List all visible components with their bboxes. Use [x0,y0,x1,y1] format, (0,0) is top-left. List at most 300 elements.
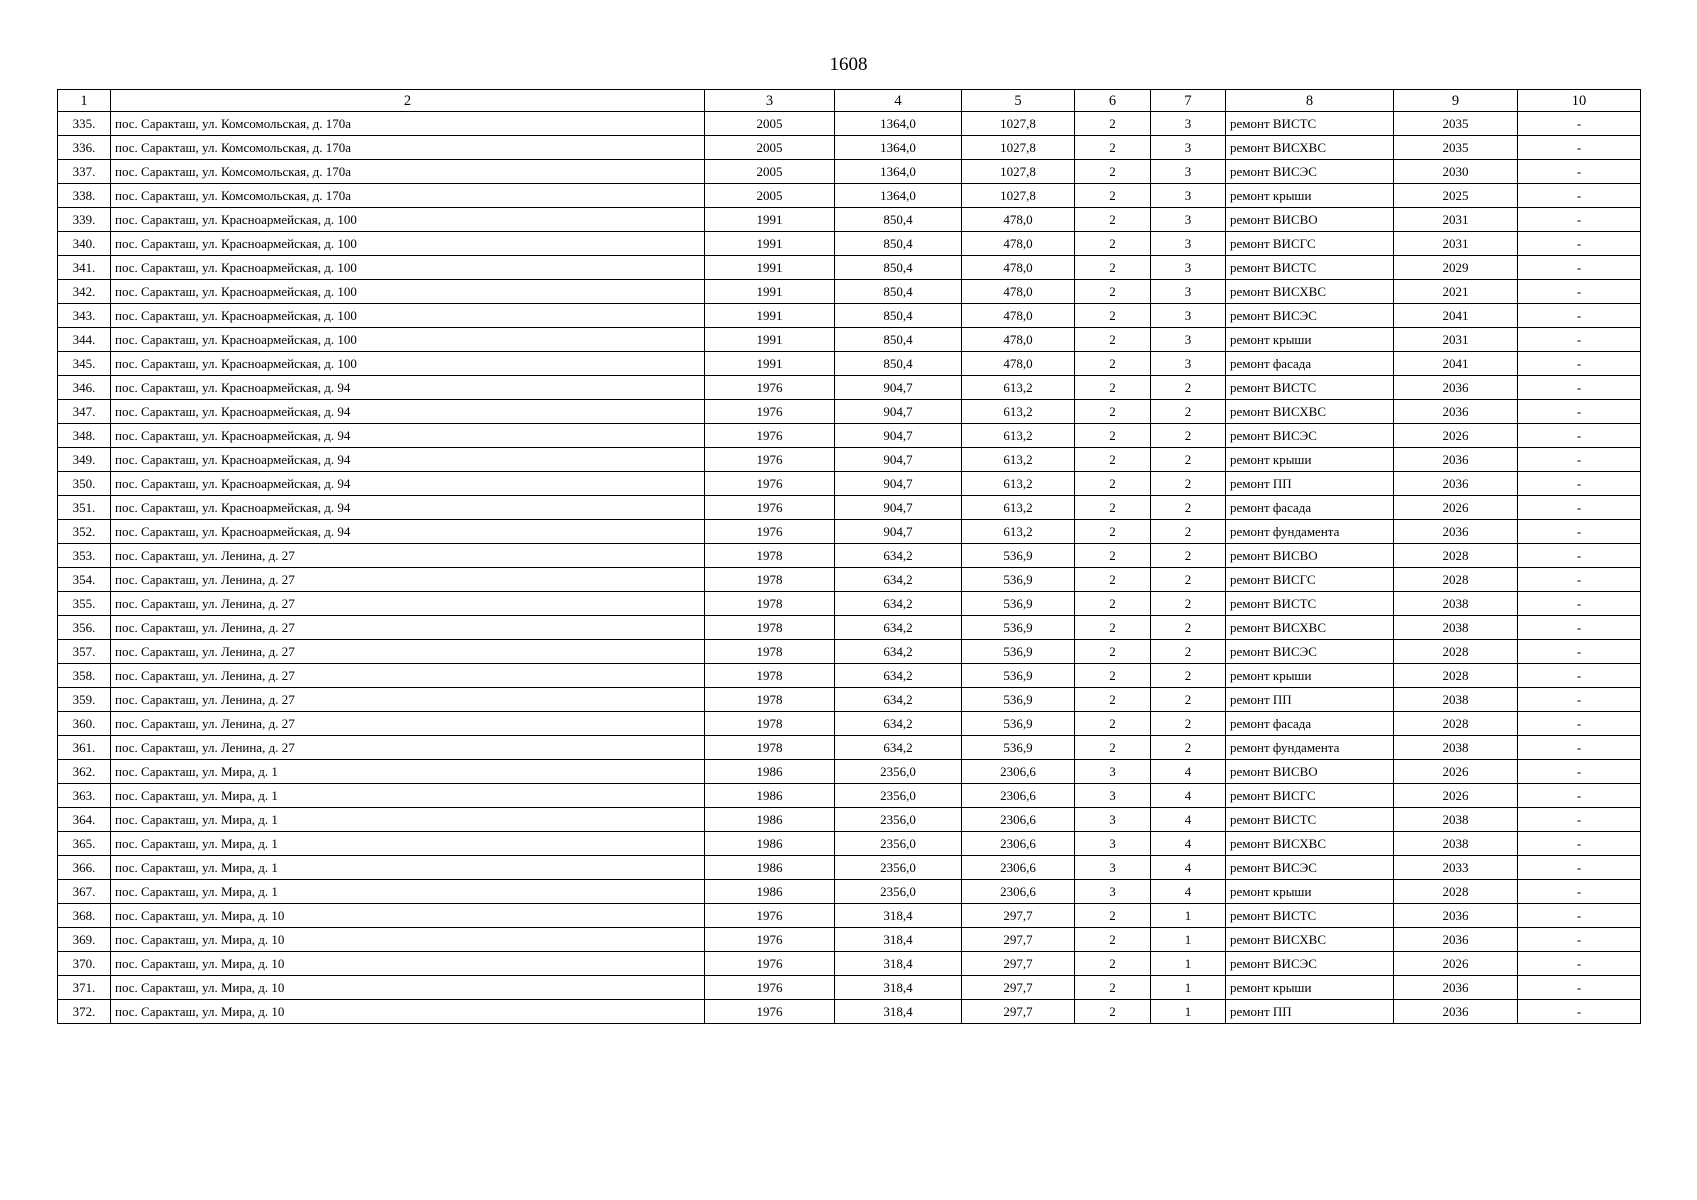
cell-work-type: ремонт фундамента [1226,736,1394,760]
cell-year-built: 1991 [705,304,835,328]
cell-note: - [1518,760,1641,784]
cell-year-built: 1991 [705,256,835,280]
cell-work-type: ремонт ВИСХВС [1226,280,1394,304]
cell-note: - [1518,712,1641,736]
cell-planned-year: 2029 [1394,256,1518,280]
column-header: 7 [1151,90,1226,112]
cell-year-built: 1976 [705,472,835,496]
cell-planned-year: 2036 [1394,400,1518,424]
table-row [58,400,1641,424]
cell-planned-year: 2025 [1394,184,1518,208]
cell-living-area: 478,0 [962,256,1075,280]
cell-floors: 2 [1075,904,1151,928]
cell-work-type: ремонт крыши [1226,880,1394,904]
table-row [58,736,1641,760]
cell-row-number: 346. [58,376,111,400]
cell-work-type: ремонт ВИСВО [1226,760,1394,784]
repair-register-table [57,89,1641,1024]
cell-work-type: ремонт фасада [1226,712,1394,736]
column-header: 8 [1226,90,1394,112]
cell-entrances: 3 [1151,232,1226,256]
cell-planned-year: 2038 [1394,616,1518,640]
table-row [58,1000,1641,1024]
cell-address: пос. Саракташ, ул. Красноармейская, д. 94 [111,472,705,496]
cell-total-area: 634,2 [835,712,962,736]
cell-row-number: 343. [58,304,111,328]
cell-year-built: 2005 [705,160,835,184]
cell-work-type: ремонт ВИСХВС [1226,136,1394,160]
cell-entrances: 2 [1151,712,1226,736]
cell-address: пос. Саракташ, ул. Ленина, д. 27 [111,544,705,568]
cell-year-built: 2005 [705,184,835,208]
cell-entrances: 2 [1151,472,1226,496]
table-row [58,376,1641,400]
cell-total-area: 850,4 [835,304,962,328]
cell-floors: 2 [1075,328,1151,352]
cell-entrances: 3 [1151,208,1226,232]
cell-floors: 2 [1075,664,1151,688]
cell-entrances: 2 [1151,568,1226,592]
cell-living-area: 297,7 [962,928,1075,952]
cell-address: пос. Саракташ, ул. Красноармейская, д. 94 [111,448,705,472]
table-row [58,640,1641,664]
cell-note: - [1518,184,1641,208]
cell-living-area: 1027,8 [962,160,1075,184]
cell-year-built: 1976 [705,448,835,472]
cell-work-type: ремонт ВИСГС [1226,232,1394,256]
cell-address: пос. Саракташ, ул. Мира, д. 10 [111,904,705,928]
cell-entrances: 2 [1151,448,1226,472]
cell-work-type: ремонт крыши [1226,328,1394,352]
cell-total-area: 904,7 [835,472,962,496]
cell-total-area: 2356,0 [835,784,962,808]
cell-address: пос. Саракташ, ул. Ленина, д. 27 [111,592,705,616]
cell-work-type: ремонт фундамента [1226,520,1394,544]
cell-planned-year: 2035 [1394,136,1518,160]
cell-living-area: 1027,8 [962,112,1075,136]
cell-year-built: 1978 [705,712,835,736]
cell-floors: 2 [1075,304,1151,328]
cell-address: пос. Саракташ, ул. Мира, д. 10 [111,1000,705,1024]
cell-living-area: 536,9 [962,616,1075,640]
table-row [58,952,1641,976]
cell-year-built: 1976 [705,520,835,544]
cell-year-built: 1976 [705,1000,835,1024]
cell-planned-year: 2036 [1394,472,1518,496]
cell-work-type: ремонт крыши [1226,448,1394,472]
cell-living-area: 297,7 [962,976,1075,1000]
cell-planned-year: 2028 [1394,640,1518,664]
cell-note: - [1518,808,1641,832]
table-row [58,424,1641,448]
cell-row-number: 354. [58,568,111,592]
cell-total-area: 850,4 [835,232,962,256]
cell-living-area: 478,0 [962,352,1075,376]
cell-entrances: 2 [1151,664,1226,688]
table-row [58,280,1641,304]
cell-entrances: 4 [1151,784,1226,808]
cell-year-built: 1986 [705,760,835,784]
cell-planned-year: 2038 [1394,736,1518,760]
cell-planned-year: 2036 [1394,448,1518,472]
table-row [58,664,1641,688]
cell-entrances: 1 [1151,904,1226,928]
cell-work-type: ремонт ВИСТС [1226,256,1394,280]
cell-note: - [1518,616,1641,640]
cell-living-area: 536,9 [962,712,1075,736]
cell-row-number: 359. [58,688,111,712]
cell-year-built: 1976 [705,376,835,400]
cell-entrances: 4 [1151,832,1226,856]
cell-planned-year: 2036 [1394,976,1518,1000]
cell-entrances: 3 [1151,328,1226,352]
column-header: 9 [1394,90,1518,112]
table-row [58,928,1641,952]
cell-floors: 3 [1075,760,1151,784]
cell-total-area: 904,7 [835,376,962,400]
cell-row-number: 369. [58,928,111,952]
cell-floors: 2 [1075,256,1151,280]
cell-address: пос. Саракташ, ул. Мира, д. 1 [111,856,705,880]
cell-entrances: 2 [1151,496,1226,520]
cell-floors: 2 [1075,1000,1151,1024]
table-row [58,712,1641,736]
cell-row-number: 364. [58,808,111,832]
cell-address: пос. Саракташ, ул. Мира, д. 1 [111,832,705,856]
table-row [58,904,1641,928]
page-number: 1608 [829,54,868,75]
cell-total-area: 850,4 [835,208,962,232]
cell-floors: 2 [1075,376,1151,400]
table-row [58,208,1641,232]
cell-living-area: 1027,8 [962,136,1075,160]
cell-note: - [1518,232,1641,256]
cell-floors: 2 [1075,472,1151,496]
cell-total-area: 318,4 [835,928,962,952]
cell-floors: 2 [1075,976,1151,1000]
table-row [58,112,1641,136]
cell-work-type: ремонт ВИСЭС [1226,304,1394,328]
cell-total-area: 2356,0 [835,880,962,904]
cell-work-type: ремонт ВИСТС [1226,592,1394,616]
cell-row-number: 352. [58,520,111,544]
cell-address: пос. Саракташ, ул. Комсомольская, д. 170а [111,184,705,208]
table-row [58,976,1641,1000]
cell-work-type: ремонт ВИСЭС [1226,952,1394,976]
cell-total-area: 318,4 [835,904,962,928]
cell-note: - [1518,208,1641,232]
cell-year-built: 2005 [705,112,835,136]
cell-living-area: 536,9 [962,640,1075,664]
cell-planned-year: 2026 [1394,496,1518,520]
cell-entrances: 1 [1151,1000,1226,1024]
cell-year-built: 1976 [705,424,835,448]
cell-living-area: 478,0 [962,208,1075,232]
cell-address: пос. Саракташ, ул. Красноармейская, д. 94 [111,424,705,448]
cell-living-area: 2306,6 [962,808,1075,832]
cell-planned-year: 2028 [1394,880,1518,904]
cell-year-built: 1978 [705,568,835,592]
cell-planned-year: 2036 [1394,1000,1518,1024]
cell-year-built: 1978 [705,688,835,712]
cell-planned-year: 2026 [1394,784,1518,808]
cell-entrances: 2 [1151,640,1226,664]
cell-work-type: ремонт ВИСВО [1226,544,1394,568]
cell-entrances: 2 [1151,544,1226,568]
cell-total-area: 318,4 [835,976,962,1000]
cell-year-built: 1991 [705,280,835,304]
cell-floors: 2 [1075,640,1151,664]
cell-entrances: 3 [1151,256,1226,280]
cell-floors: 2 [1075,112,1151,136]
cell-address: пос. Саракташ, ул. Мира, д. 1 [111,880,705,904]
cell-work-type: ремонт ВИСТС [1226,376,1394,400]
cell-total-area: 634,2 [835,592,962,616]
cell-work-type: ремонт ПП [1226,472,1394,496]
cell-row-number: 367. [58,880,111,904]
cell-work-type: ремонт ВИСЭС [1226,640,1394,664]
cell-floors: 2 [1075,736,1151,760]
cell-work-type: ремонт фасада [1226,496,1394,520]
cell-work-type: ремонт ПП [1226,1000,1394,1024]
cell-floors: 3 [1075,856,1151,880]
cell-address: пос. Саракташ, ул. Мира, д. 10 [111,952,705,976]
cell-work-type: ремонт ВИСГС [1226,784,1394,808]
cell-floors: 2 [1075,280,1151,304]
table-row [58,808,1641,832]
cell-year-built: 1978 [705,664,835,688]
cell-address: пос. Саракташ, ул. Красноармейская, д. 100 [111,232,705,256]
cell-work-type: ремонт крыши [1226,184,1394,208]
cell-floors: 2 [1075,616,1151,640]
cell-living-area: 478,0 [962,280,1075,304]
cell-entrances: 2 [1151,592,1226,616]
cell-planned-year: 2038 [1394,832,1518,856]
cell-living-area: 613,2 [962,520,1075,544]
cell-floors: 2 [1075,520,1151,544]
cell-planned-year: 2033 [1394,856,1518,880]
table-row [58,496,1641,520]
cell-living-area: 2306,6 [962,856,1075,880]
cell-planned-year: 2026 [1394,952,1518,976]
cell-row-number: 357. [58,640,111,664]
cell-note: - [1518,160,1641,184]
cell-row-number: 340. [58,232,111,256]
cell-address: пос. Саракташ, ул. Комсомольская, д. 170а [111,160,705,184]
cell-year-built: 1991 [705,208,835,232]
cell-living-area: 536,9 [962,568,1075,592]
cell-work-type: ремонт фасада [1226,352,1394,376]
cell-row-number: 349. [58,448,111,472]
column-header: 5 [962,90,1075,112]
cell-planned-year: 2038 [1394,808,1518,832]
cell-row-number: 347. [58,400,111,424]
cell-note: - [1518,856,1641,880]
cell-floors: 2 [1075,424,1151,448]
cell-year-built: 1986 [705,856,835,880]
cell-year-built: 1986 [705,784,835,808]
cell-note: - [1518,352,1641,376]
cell-note: - [1518,1000,1641,1024]
cell-floors: 2 [1075,592,1151,616]
cell-note: - [1518,376,1641,400]
cell-total-area: 904,7 [835,400,962,424]
cell-entrances: 4 [1151,880,1226,904]
cell-work-type: ремонт ВИСХВС [1226,832,1394,856]
cell-floors: 3 [1075,808,1151,832]
cell-living-area: 613,2 [962,472,1075,496]
cell-total-area: 634,2 [835,640,962,664]
table-row [58,136,1641,160]
cell-work-type: ремонт крыши [1226,976,1394,1000]
cell-living-area: 2306,6 [962,832,1075,856]
cell-row-number: 341. [58,256,111,280]
column-header: 1 [58,90,111,112]
cell-row-number: 358. [58,664,111,688]
cell-planned-year: 2041 [1394,304,1518,328]
cell-note: - [1518,304,1641,328]
cell-living-area: 613,2 [962,376,1075,400]
cell-note: - [1518,136,1641,160]
cell-planned-year: 2036 [1394,928,1518,952]
cell-work-type: ремонт ВИСХВС [1226,616,1394,640]
cell-year-built: 1978 [705,592,835,616]
cell-total-area: 1364,0 [835,136,962,160]
cell-planned-year: 2028 [1394,712,1518,736]
cell-work-type: ремонт ВИСТС [1226,112,1394,136]
cell-row-number: 370. [58,952,111,976]
cell-planned-year: 2031 [1394,232,1518,256]
cell-row-number: 361. [58,736,111,760]
cell-address: пос. Саракташ, ул. Мира, д. 1 [111,760,705,784]
cell-living-area: 478,0 [962,328,1075,352]
cell-address: пос. Саракташ, ул. Ленина, д. 27 [111,736,705,760]
cell-note: - [1518,256,1641,280]
cell-row-number: 342. [58,280,111,304]
cell-living-area: 297,7 [962,904,1075,928]
cell-planned-year: 2028 [1394,544,1518,568]
cell-year-built: 1986 [705,832,835,856]
cell-note: - [1518,112,1641,136]
table-row [58,328,1641,352]
cell-total-area: 850,4 [835,352,962,376]
cell-note: - [1518,928,1641,952]
cell-year-built: 1978 [705,544,835,568]
cell-row-number: 351. [58,496,111,520]
cell-entrances: 2 [1151,376,1226,400]
cell-floors: 2 [1075,928,1151,952]
cell-year-built: 1978 [705,640,835,664]
cell-entrances: 2 [1151,520,1226,544]
cell-row-number: 345. [58,352,111,376]
cell-living-area: 536,9 [962,688,1075,712]
cell-note: - [1518,280,1641,304]
cell-entrances: 2 [1151,616,1226,640]
cell-address: пос. Саракташ, ул. Мира, д. 1 [111,808,705,832]
cell-note: - [1518,784,1641,808]
cell-note: - [1518,976,1641,1000]
cell-planned-year: 2036 [1394,904,1518,928]
table-row [58,856,1641,880]
cell-work-type: ремонт ВИСХВС [1226,928,1394,952]
cell-address: пос. Саракташ, ул. Ленина, д. 27 [111,640,705,664]
cell-living-area: 478,0 [962,232,1075,256]
cell-total-area: 850,4 [835,328,962,352]
cell-work-type: ремонт ВИСЭС [1226,424,1394,448]
cell-floors: 2 [1075,136,1151,160]
cell-entrances: 3 [1151,304,1226,328]
cell-note: - [1518,544,1641,568]
cell-total-area: 2356,0 [835,856,962,880]
cell-row-number: 344. [58,328,111,352]
cell-planned-year: 2028 [1394,568,1518,592]
cell-planned-year: 2038 [1394,592,1518,616]
cell-row-number: 356. [58,616,111,640]
cell-living-area: 2306,6 [962,760,1075,784]
table-row [58,616,1641,640]
table-row [58,232,1641,256]
cell-note: - [1518,328,1641,352]
cell-living-area: 2306,6 [962,880,1075,904]
cell-year-built: 1986 [705,880,835,904]
cell-planned-year: 2026 [1394,760,1518,784]
cell-row-number: 366. [58,856,111,880]
column-header: 2 [111,90,705,112]
cell-work-type: ремонт ВИСЭС [1226,856,1394,880]
cell-row-number: 336. [58,136,111,160]
cell-address: пос. Саракташ, ул. Мира, д. 10 [111,928,705,952]
cell-address: пос. Саракташ, ул. Красноармейская, д. 100 [111,280,705,304]
cell-year-built: 1978 [705,736,835,760]
cell-floors: 2 [1075,952,1151,976]
cell-total-area: 904,7 [835,448,962,472]
table-row [58,784,1641,808]
cell-work-type: ремонт ВИСХВС [1226,400,1394,424]
cell-entrances: 2 [1151,400,1226,424]
column-header: 4 [835,90,962,112]
cell-note: - [1518,640,1641,664]
cell-total-area: 634,2 [835,544,962,568]
cell-work-type: ремонт ВИСТС [1226,808,1394,832]
cell-work-type: ремонт крыши [1226,664,1394,688]
cell-row-number: 360. [58,712,111,736]
cell-row-number: 372. [58,1000,111,1024]
cell-row-number: 353. [58,544,111,568]
column-header: 10 [1518,90,1641,112]
cell-entrances: 3 [1151,112,1226,136]
cell-total-area: 850,4 [835,280,962,304]
cell-total-area: 634,2 [835,568,962,592]
cell-floors: 2 [1075,352,1151,376]
cell-address: пос. Саракташ, ул. Красноармейская, д. 100 [111,208,705,232]
cell-floors: 2 [1075,400,1151,424]
cell-work-type: ремонт ВИСТС [1226,904,1394,928]
cell-row-number: 365. [58,832,111,856]
cell-total-area: 1364,0 [835,160,962,184]
table-body [58,112,1641,1024]
cell-living-area: 1027,8 [962,184,1075,208]
cell-planned-year: 2030 [1394,160,1518,184]
cell-row-number: 335. [58,112,111,136]
cell-planned-year: 2031 [1394,208,1518,232]
cell-note: - [1518,880,1641,904]
cell-living-area: 536,9 [962,544,1075,568]
cell-planned-year: 2041 [1394,352,1518,376]
cell-floors: 2 [1075,688,1151,712]
cell-note: - [1518,472,1641,496]
cell-row-number: 339. [58,208,111,232]
cell-floors: 2 [1075,160,1151,184]
